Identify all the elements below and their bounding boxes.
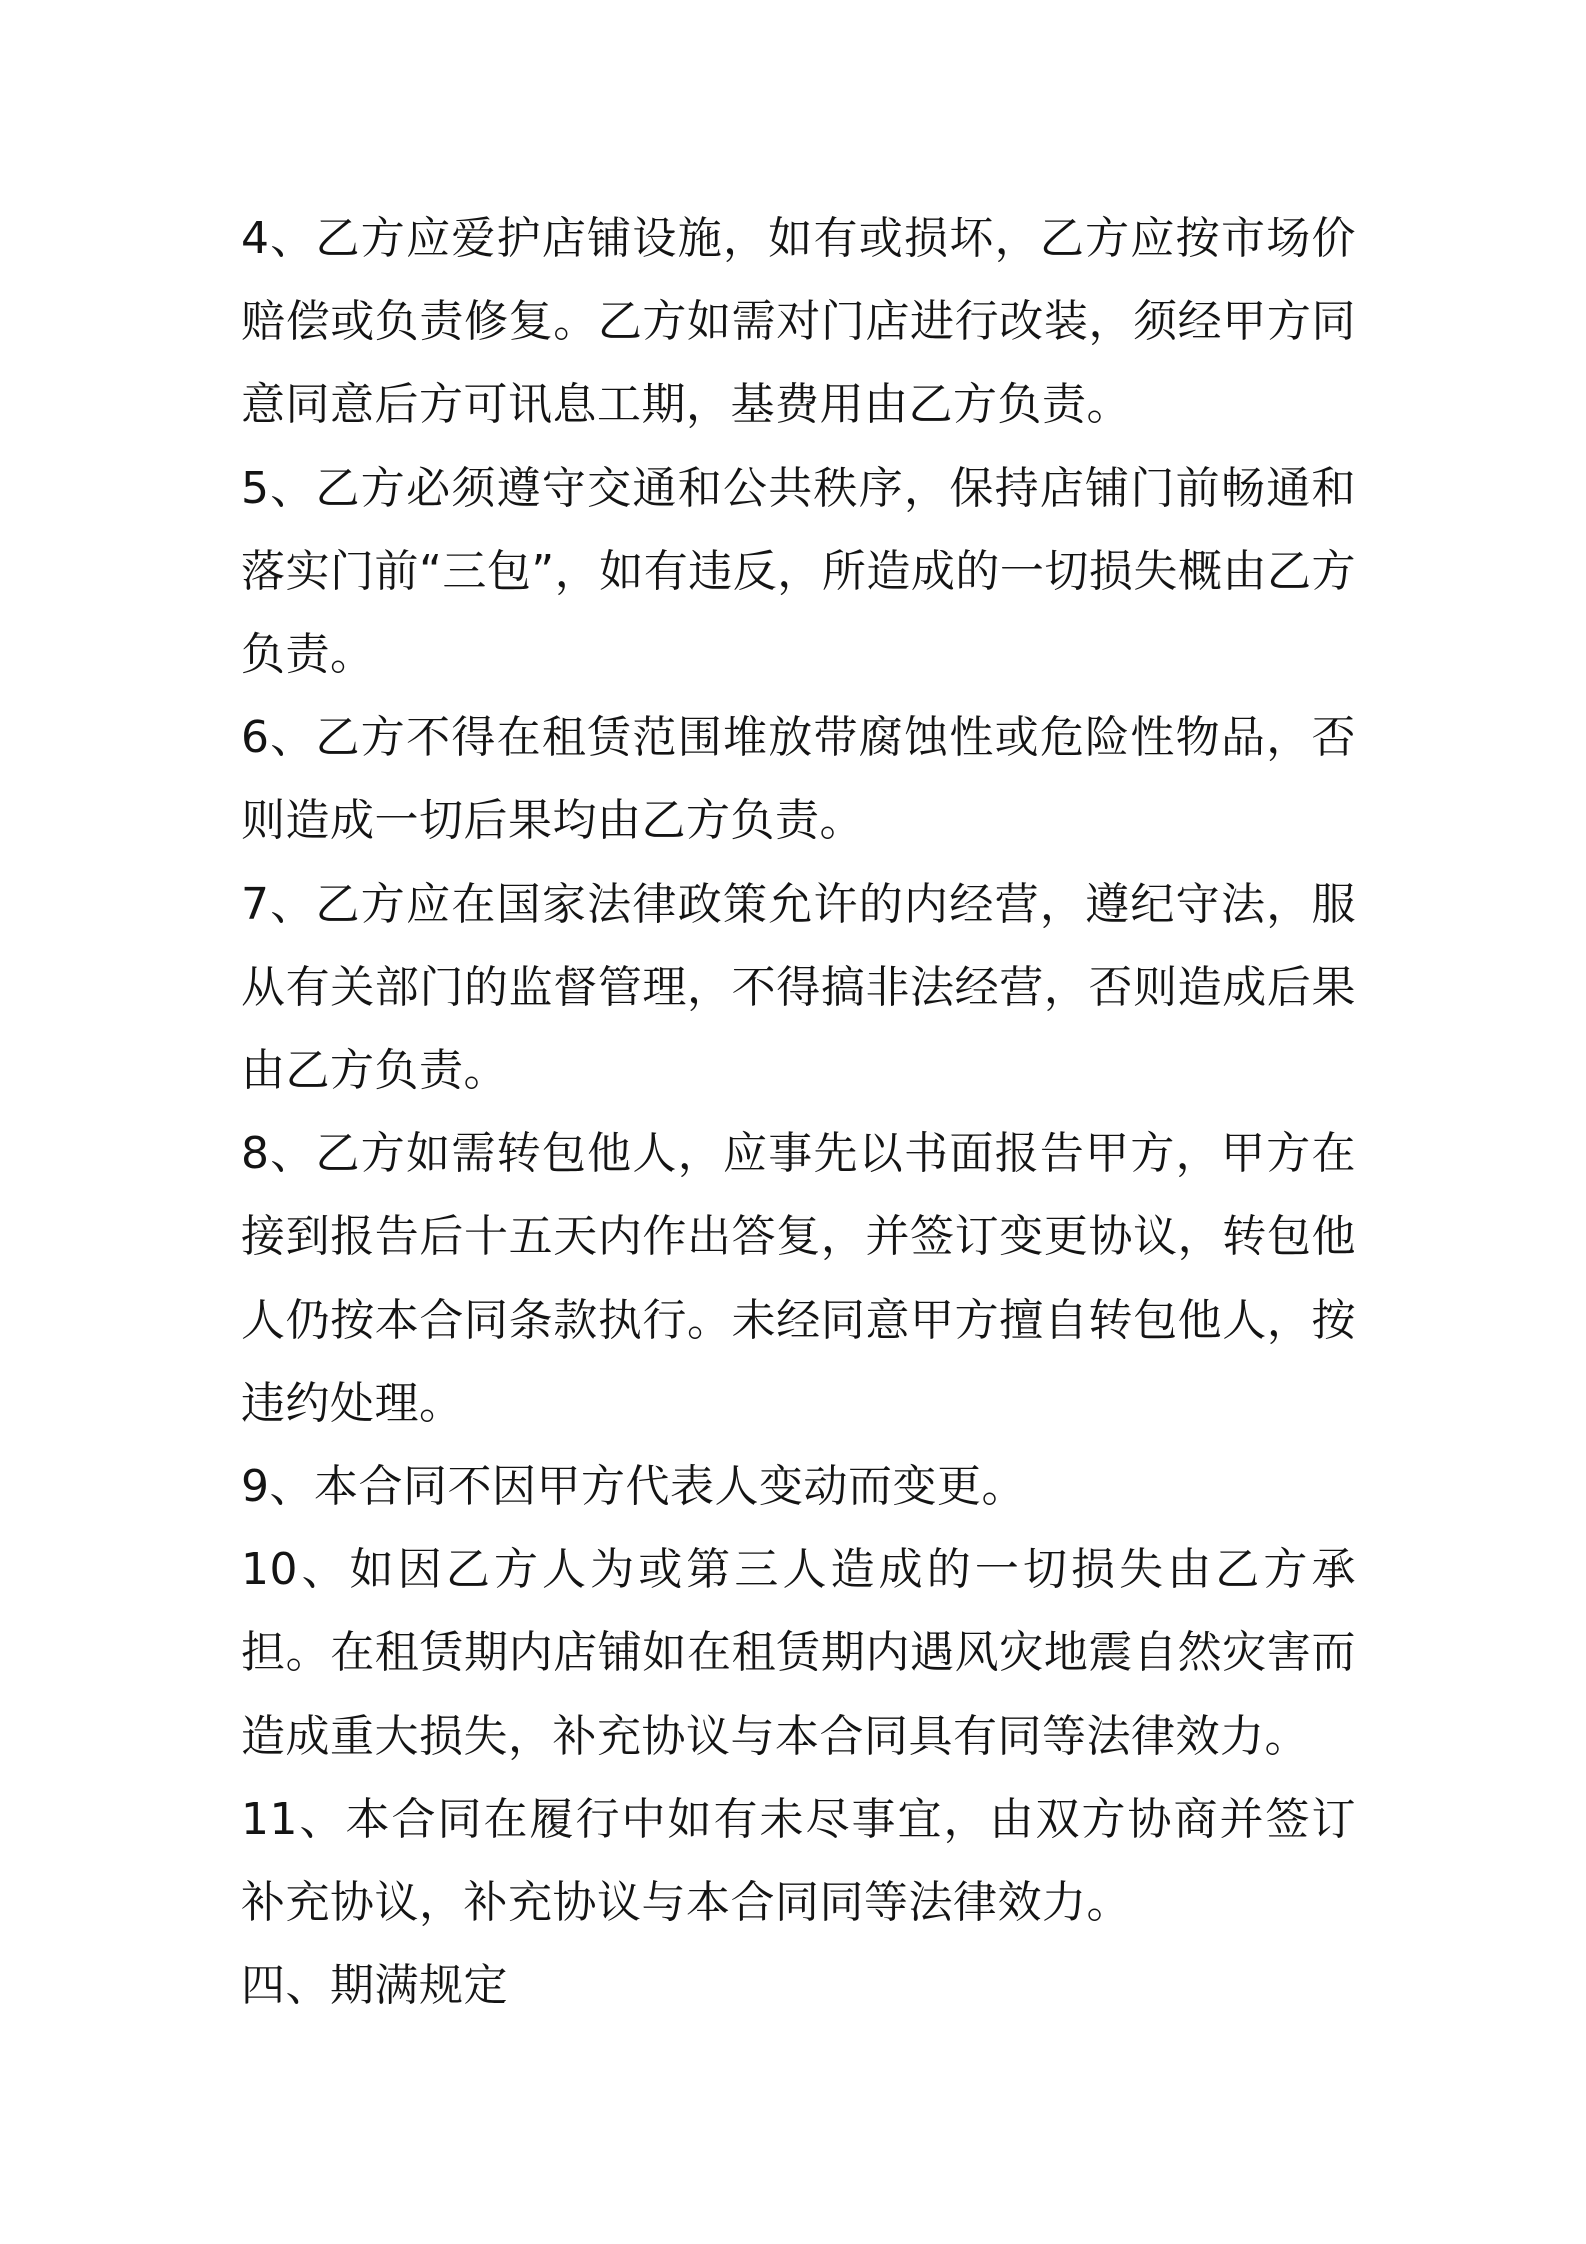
clause-7: 7、乙方应在国家法律政策允许的内经营，遵纪守法，服从有关部门的监督管理，不得搞非法经营，否则造成后果由乙方负责。 [241,878,1356,1097]
clause-4: 4、乙方应爱护店铺设施，如有或损坏，乙方应按市场价赔偿或负责修复。乙方如需对门店进行改装，须经甲方同意同意后方可讯息工期，基费用由乙方负责。 [241,213,1356,431]
document-body [241,197,1356,2027]
clause-8: 8、乙方如需转包他人，应事先以书面报告甲方，甲方在接到报告后十五天内作出答复，并签订变更协议，转包他人仍按本合同条款执行。未经同意甲方擅自转包他人，按违约处理。 [241,1128,1356,1429]
clause-10: 10、如因乙方人为或第三人造成的一切损失由乙方承担。在租赁期内店铺如在租赁期内遇风灾地震自然灾害而造成重大损失，补充协议与本合同具有同等法律效力。 [241,1544,1356,1762]
clause-11: 11、本合同在履行中如有未尽事宜，由双方协商并签订补充协议，补充协议与本合同同等法律效力。 [241,1793,1356,1929]
clause-5: 5、乙方必须遵守交通和公共秩序，保持店铺门前畅通和落实门前“三包”，如有违反，所造成的一切损失概由乙方负责。 [241,462,1356,681]
section-heading-expiry: 四、期满规定 [241,1960,508,2012]
clause-6: 6、乙方不得在租赁范围堆放带腐蚀性或危险性物品，否则造成一切后果均由乙方负责。 [241,712,1356,847]
clause-9: 9、本合同不因甲方代表人变动而变更。 [241,1461,1026,1513]
